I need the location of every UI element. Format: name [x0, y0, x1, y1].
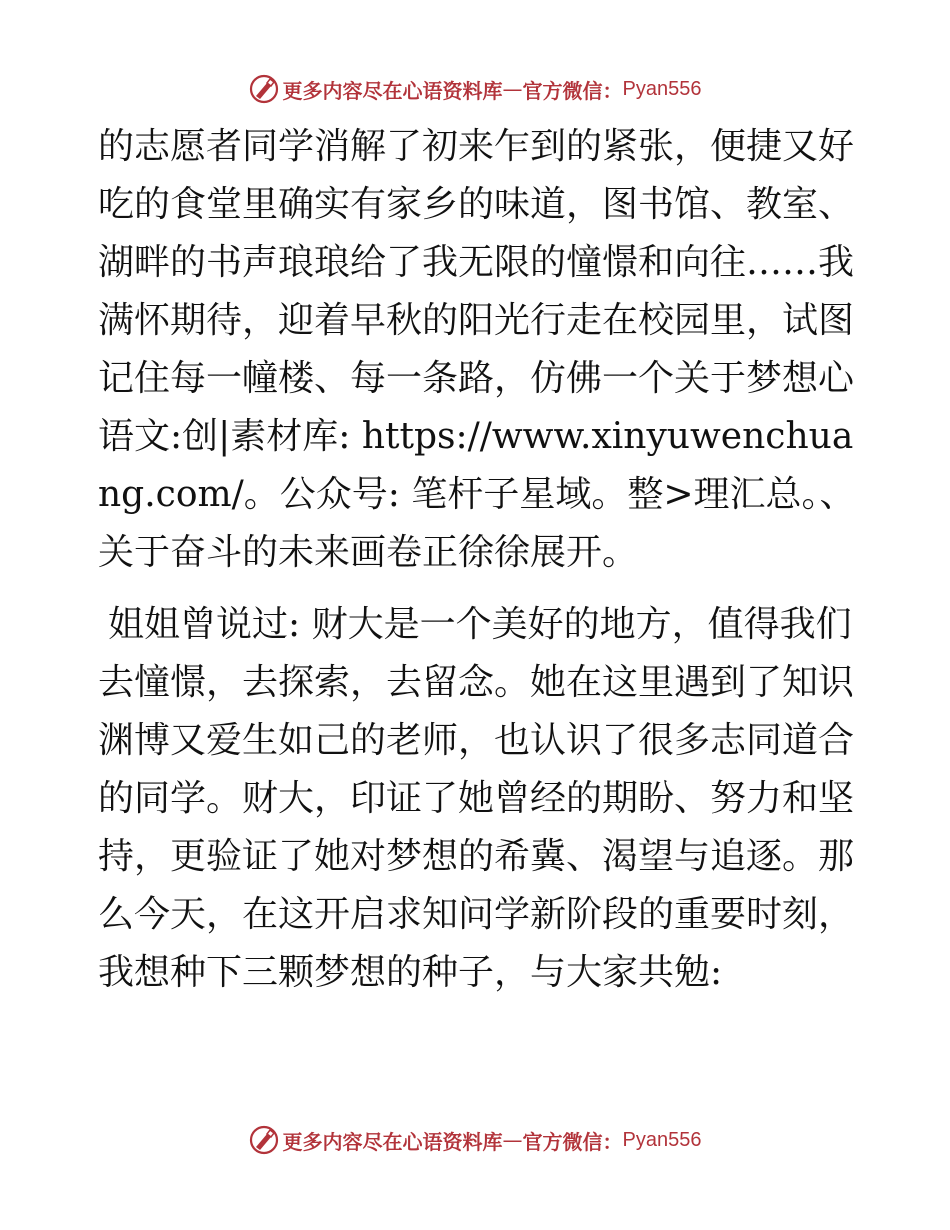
- paragraph: 的志愿者同学消解了初来乍到的紧张，便捷又好吃的食堂里确实有家乡的味道，图书馆、教室、湖畔的书声琅琅给了我无限的憧憬和向往……我满怀期待，迎着早秋的阳光行走在校园里，试图记住每一幢楼、每一条路，仿佛一个关于梦想心语文:创|素材库: https://www.xinyuwenchuang.com/。公众号: 笔杆子星域。整>理汇总。、关于奋斗的未来画卷正徐徐展开。: [98, 126, 856, 573]
- banner-text: 更多内容尽在心语资料库: [282, 1129, 503, 1154]
- pen-logo-icon: [249, 74, 279, 104]
- pen-logo-icon: [249, 1125, 279, 1155]
- header-banner: [0, 72, 950, 106]
- document-body: [98, 118, 858, 1002]
- banner-text: 更多内容尽在心语资料库: [282, 78, 503, 103]
- banner-account-id: Pyan556: [622, 77, 702, 100]
- footer-banner: [0, 1123, 950, 1157]
- paragraph: 姐姐曾说过: 财大是一个美好的地方，值得我们去憧憬，去探索，去留念。她在这里遇到了知识渊博又爱生如己的老师，也认识了很多志同道合的同学。财大，印证了她曾经的期盼、努力和坚持，更验证了她对梦想的希冀、渴望与追逐。那么今天，在这开启求知问学新阶段的重要时刻，我想种下三颗梦想的种子，与大家共勉:: [98, 604, 855, 993]
- banner-account-label: 官方微信：: [522, 78, 623, 103]
- banner-account-id: Pyan556: [622, 1128, 702, 1151]
- banner-separator: —: [502, 1128, 523, 1152]
- banner-separator: —: [502, 77, 523, 101]
- banner-account-label: 官方微信：: [522, 1129, 623, 1154]
